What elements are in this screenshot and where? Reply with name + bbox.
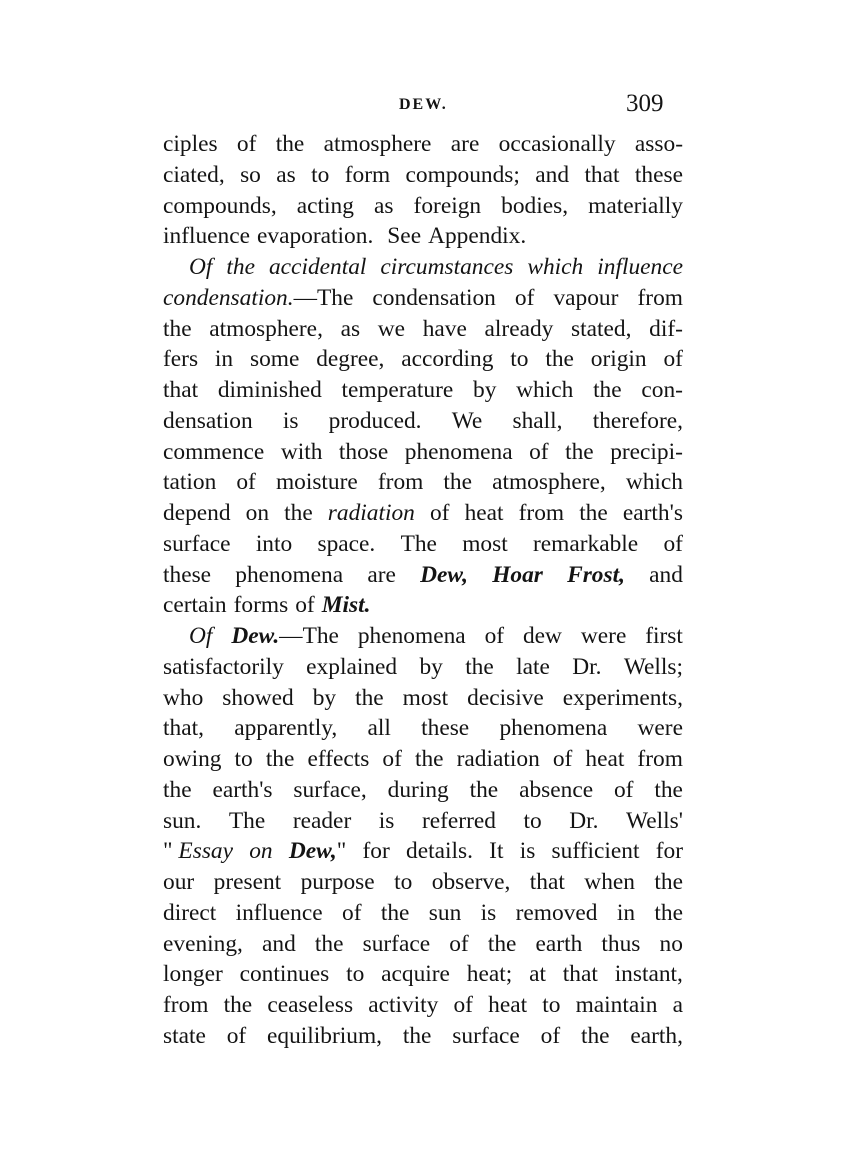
word: in <box>616 899 636 926</box>
word: foreign <box>413 192 482 219</box>
word: is <box>282 407 299 434</box>
word: the <box>579 500 608 526</box>
word: during <box>387 776 449 803</box>
word: Wells; <box>623 653 683 680</box>
word: temperature <box>341 377 454 403</box>
word: with <box>280 438 323 465</box>
word-group <box>231 621 339 652</box>
word: Of <box>189 623 213 649</box>
word: as <box>276 161 296 188</box>
word: the <box>226 254 255 280</box>
word: produced. <box>328 407 422 434</box>
word: con- <box>641 377 683 403</box>
word: " <box>336 838 347 865</box>
word: Hoar <box>492 561 543 588</box>
word-group <box>163 836 233 867</box>
word: form <box>344 161 391 188</box>
word: the <box>465 653 494 680</box>
word: the <box>380 899 410 926</box>
word: already <box>484 315 554 342</box>
word: that <box>584 161 620 188</box>
word: Frost, <box>567 561 625 588</box>
word: of <box>236 469 256 496</box>
word: of <box>429 500 450 526</box>
word: so <box>240 161 261 188</box>
word: certain <box>163 592 227 619</box>
word: Dr. <box>569 807 599 834</box>
word: direct <box>163 899 217 926</box>
word: Dew. <box>231 623 280 649</box>
word: reader <box>292 807 352 834</box>
word: showed <box>222 684 294 711</box>
word: compounds, <box>163 192 277 219</box>
word: of <box>663 530 683 557</box>
text-line <box>163 898 683 929</box>
word: ceaseless <box>267 992 354 1018</box>
word-group <box>163 283 353 314</box>
word: precipi- <box>610 438 683 465</box>
word: are <box>450 131 480 157</box>
word: for <box>362 838 390 865</box>
word: remarkable <box>533 530 639 557</box>
text-line <box>163 191 683 222</box>
word: of <box>663 346 683 373</box>
word: radiation <box>456 746 540 772</box>
word: heat <box>585 746 625 772</box>
word: Dew, <box>420 561 468 588</box>
word: of <box>295 592 315 619</box>
word: purpose <box>300 869 375 895</box>
word: surface, <box>293 776 367 803</box>
word: the <box>163 776 192 803</box>
word: when <box>584 869 635 895</box>
word: at <box>529 961 546 988</box>
word: See <box>387 223 422 250</box>
text-line <box>163 806 683 837</box>
word: stated, <box>571 315 632 342</box>
word: degree, <box>316 346 385 373</box>
word: heat; <box>466 961 513 988</box>
word: to <box>523 807 542 834</box>
word: of <box>453 992 473 1018</box>
text-line <box>163 713 683 744</box>
word: Dr. <box>572 653 602 680</box>
word: commence <box>163 438 265 465</box>
word: late <box>516 653 550 680</box>
word: sun. <box>163 807 202 834</box>
word: the <box>654 869 683 895</box>
word: condensation <box>372 284 496 311</box>
word: that <box>163 377 199 403</box>
word: explained <box>306 653 398 680</box>
word: of <box>613 776 634 803</box>
word: that <box>529 869 565 895</box>
word: atmosphere, <box>209 315 323 342</box>
word: influence <box>235 899 323 926</box>
word: effects <box>307 746 370 772</box>
word: of <box>236 131 257 157</box>
word: the <box>580 1022 610 1049</box>
word: Appendix. <box>428 223 527 250</box>
word: earth's <box>622 500 683 526</box>
text-line <box>163 437 683 468</box>
word: materially <box>588 192 683 219</box>
word: from <box>163 992 209 1018</box>
word: earth, <box>630 1022 683 1049</box>
word: the <box>545 346 574 373</box>
word: to <box>311 161 330 188</box>
word: asso- <box>634 131 683 157</box>
text-line <box>163 252 683 283</box>
word: to <box>394 869 413 895</box>
word: which <box>516 377 574 403</box>
word: influence <box>163 223 251 250</box>
word: the <box>402 1022 432 1049</box>
word: evening, <box>163 930 243 957</box>
word: circumstances <box>380 254 514 280</box>
word: decisive <box>467 684 544 711</box>
word: our <box>163 869 195 895</box>
word: diminished <box>217 377 322 403</box>
word: maintain <box>575 992 658 1018</box>
text-line <box>163 836 683 867</box>
word: depend <box>163 500 231 526</box>
word: of <box>226 1022 247 1049</box>
text-line <box>163 959 683 990</box>
text-line <box>163 867 683 898</box>
word: ciated, <box>163 161 225 188</box>
word: the <box>355 684 384 711</box>
word-group <box>289 836 346 867</box>
word: —The <box>293 284 354 311</box>
word: by <box>473 377 497 403</box>
word: accidental <box>268 254 367 280</box>
word: state <box>163 1022 206 1049</box>
word: surface <box>362 930 431 957</box>
word: no <box>659 930 683 957</box>
word: that <box>562 961 598 988</box>
word: the <box>284 500 313 526</box>
word: to <box>346 961 365 988</box>
word: sufficient <box>551 838 640 865</box>
word: the <box>654 776 683 803</box>
word: to <box>234 746 253 772</box>
word: origin <box>590 346 647 373</box>
word: the <box>469 776 499 803</box>
text-line <box>163 406 683 437</box>
word: forms <box>233 592 289 619</box>
word: phenomena <box>235 561 344 588</box>
word: the <box>314 930 344 957</box>
word: into <box>255 530 293 557</box>
word: phenomena <box>357 623 466 649</box>
text-line <box>163 375 683 406</box>
text-line <box>163 744 683 775</box>
text-line <box>163 529 683 560</box>
word: equilibrium, <box>267 1022 383 1049</box>
word: space. <box>317 530 376 557</box>
word: acting <box>296 192 354 219</box>
text-line <box>163 1021 683 1052</box>
word: some <box>249 346 300 373</box>
word: instant, <box>614 961 683 988</box>
word: for <box>655 838 683 865</box>
word: and <box>535 161 570 188</box>
word: according <box>401 346 494 373</box>
word: apparently, <box>234 715 338 742</box>
word: the <box>487 930 517 957</box>
word: condensation. <box>163 284 294 311</box>
word: these <box>163 561 212 588</box>
word: to <box>510 346 529 373</box>
word: longer <box>163 961 223 988</box>
word: is <box>480 899 497 926</box>
word: surface <box>452 1022 520 1049</box>
word: evaporation. <box>257 223 374 250</box>
word: by <box>312 684 337 711</box>
word: were <box>580 623 627 649</box>
word: We <box>451 407 483 434</box>
word: the <box>443 469 472 496</box>
word: vapour <box>553 284 619 311</box>
word: is <box>519 838 536 865</box>
word: ciples <box>163 131 218 157</box>
word: atmosphere <box>323 131 432 157</box>
word: moisture <box>275 469 358 496</box>
word: present <box>213 869 282 895</box>
word: which <box>625 469 683 496</box>
text-line <box>163 129 683 160</box>
word: of <box>529 438 549 465</box>
word: of <box>342 899 362 926</box>
text-line <box>163 560 683 591</box>
word: Of <box>189 254 213 280</box>
text-line <box>163 590 683 621</box>
word: removed <box>515 899 598 926</box>
word: the <box>275 131 305 157</box>
word: from <box>637 284 683 311</box>
word: satisfactorily <box>163 653 284 680</box>
text-line <box>163 621 683 652</box>
word: sun <box>428 899 462 926</box>
word: Mist. <box>321 592 371 619</box>
text-line <box>163 498 683 529</box>
word: absence <box>519 776 594 803</box>
word: of <box>552 746 573 772</box>
word: in <box>214 346 234 373</box>
word: as <box>373 192 394 219</box>
word: most <box>402 684 449 711</box>
word: most <box>462 530 508 557</box>
body-text <box>163 129 683 1052</box>
word: dew <box>522 623 562 649</box>
word: The <box>228 807 266 834</box>
word: dif- <box>649 315 683 342</box>
text-line <box>163 929 683 960</box>
word: the <box>565 438 594 465</box>
word: acquire <box>381 961 450 988</box>
word: occasionally <box>498 131 616 157</box>
word: heat <box>464 500 504 526</box>
word: continues <box>239 961 330 988</box>
word: owing <box>163 746 222 772</box>
word: the <box>265 746 295 772</box>
word: have <box>422 315 467 342</box>
text-line <box>163 652 683 683</box>
running-header: DEW. <box>399 96 448 113</box>
word: who <box>163 684 204 711</box>
word: densation <box>163 407 253 434</box>
text-line <box>163 467 683 498</box>
word: on <box>245 500 270 526</box>
text-line <box>163 683 683 714</box>
word: these <box>421 715 470 742</box>
word: Essay <box>178 838 233 865</box>
word: to <box>542 992 561 1018</box>
word: the <box>593 377 622 403</box>
word: activity <box>368 992 439 1018</box>
word: those <box>338 438 389 465</box>
word: therefore, <box>592 407 683 434</box>
word: radiation <box>327 500 415 526</box>
word: influence <box>597 254 683 280</box>
word: first <box>645 623 683 649</box>
text-line <box>163 221 683 252</box>
word: earth's <box>212 776 273 803</box>
word: Dew, <box>288 838 337 865</box>
word: details. <box>406 838 473 865</box>
word: of <box>484 623 505 649</box>
text-line <box>163 160 683 191</box>
word: The <box>400 530 437 557</box>
page-number: 309 <box>626 90 664 117</box>
word: that, <box>163 715 204 742</box>
word: —The <box>279 623 339 649</box>
word: It <box>489 838 504 865</box>
word: the <box>163 315 192 342</box>
word: these <box>634 161 683 188</box>
word: " <box>163 838 173 865</box>
word: earth <box>535 930 583 957</box>
word: are <box>367 561 396 588</box>
word: of <box>382 746 402 772</box>
word: compounds; <box>405 161 520 188</box>
word: atmosphere, <box>492 469 606 496</box>
word: by <box>419 653 443 680</box>
text-line <box>163 314 683 345</box>
text-line <box>163 775 683 806</box>
word: fers <box>163 346 199 373</box>
word: Wells' <box>626 807 683 834</box>
word: from <box>518 500 565 526</box>
word: shall, <box>512 407 563 434</box>
word: the <box>223 992 253 1018</box>
word: on <box>249 838 273 865</box>
word: of <box>540 1022 561 1049</box>
word: as <box>340 315 361 342</box>
word: were <box>637 715 683 742</box>
word: from <box>637 746 683 772</box>
word: heat <box>488 992 528 1018</box>
word: a <box>672 992 683 1018</box>
word: all <box>367 715 391 742</box>
word: the <box>414 746 444 772</box>
word: experiments, <box>562 684 683 711</box>
word: we <box>377 315 406 342</box>
word: of <box>514 284 535 311</box>
word: the <box>654 899 683 926</box>
word: referred <box>421 807 496 834</box>
word: of <box>449 930 469 957</box>
word: is <box>378 807 395 834</box>
word: which <box>527 254 584 280</box>
word: from <box>377 469 424 496</box>
word: phenomena <box>499 715 608 742</box>
word: phenomena <box>404 438 513 465</box>
word: tation <box>163 469 217 496</box>
word: surface <box>163 530 231 557</box>
text-line <box>163 344 683 375</box>
text-line <box>163 283 683 314</box>
word: bodies, <box>501 192 569 219</box>
word: and <box>649 561 683 588</box>
word: observe, <box>431 869 511 895</box>
word: and <box>262 930 296 957</box>
text-line <box>163 990 683 1021</box>
word: thus <box>601 930 641 957</box>
